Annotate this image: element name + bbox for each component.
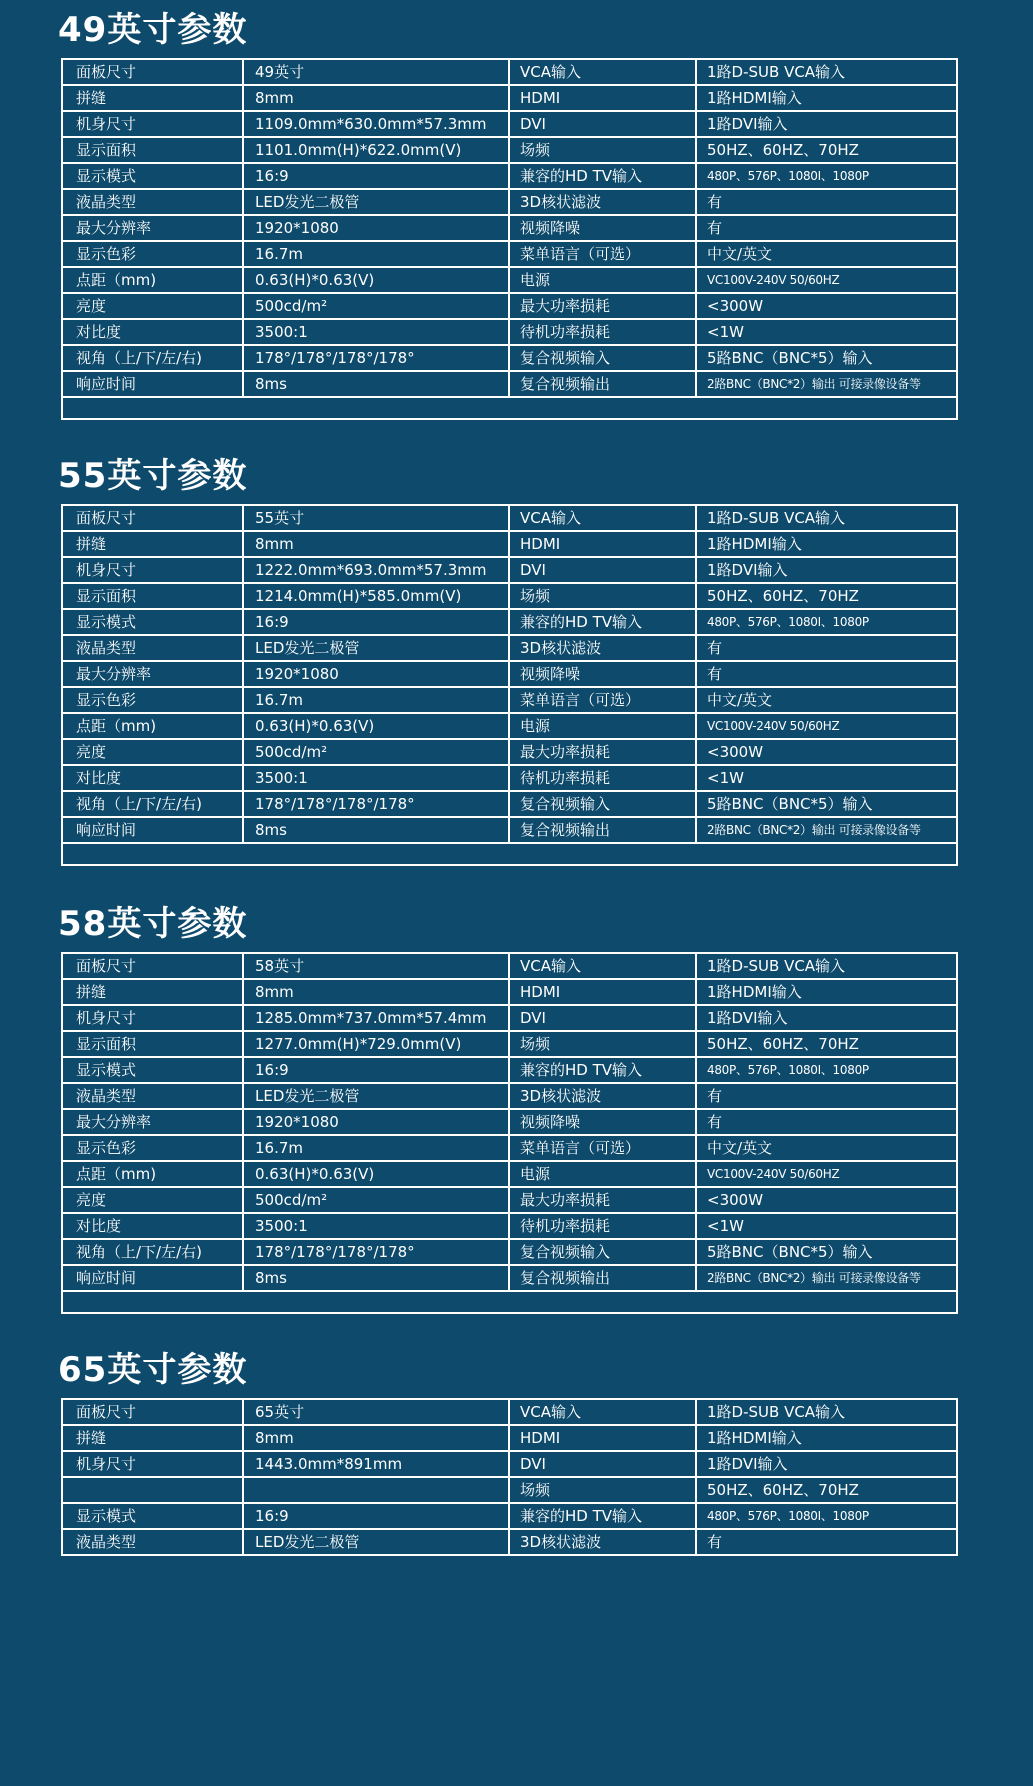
spec-value: 中文/英文	[707, 245, 773, 263]
spec-label: VCA输入	[510, 954, 697, 978]
spec-value: 1路D-SUB VCA输入	[707, 63, 846, 81]
section-title: 58英寸参数	[58, 904, 248, 944]
spec-value: 8mm	[244, 980, 510, 1004]
spec-value: <300W	[707, 297, 764, 315]
spec-value: VC100V-240V 50/60HZ	[707, 273, 840, 287]
spec-section	[0, 0, 1033, 446]
spec-label: 最大功率损耗	[510, 294, 697, 318]
spec-row	[63, 1110, 956, 1136]
spec-label: 复合视频输出	[510, 1266, 697, 1290]
spec-label: 拼缝	[63, 532, 244, 556]
spec-value: 50HZ、60HZ、70HZ	[707, 141, 859, 159]
spec-label: 电源	[510, 1162, 697, 1186]
spec-value: <1W	[707, 769, 744, 787]
spec-row	[63, 190, 956, 216]
spec-label: 兼容的HD TV输入	[510, 1504, 697, 1528]
spec-value: 49英寸	[244, 60, 510, 84]
spec-row	[63, 1188, 956, 1214]
spec-value: 50HZ、60HZ、70HZ	[707, 1035, 859, 1053]
spec-label: HDMI	[510, 980, 697, 1004]
spec-label: 亮度	[63, 294, 244, 318]
spec-value: LED发光二极管	[244, 190, 510, 214]
spec-label: 显示模式	[63, 610, 244, 634]
spec-label: 拼缝	[63, 86, 244, 110]
spec-label: 视角（上/下/左/右)	[63, 346, 244, 370]
spec-label: HDMI	[510, 532, 697, 556]
spec-label: 机身尺寸	[63, 1452, 244, 1476]
spec-label: 视频降噪	[510, 216, 697, 240]
spec-value: 65英寸	[244, 1400, 510, 1424]
spec-row	[63, 1162, 956, 1188]
spec-label: 液晶类型	[63, 1084, 244, 1108]
spec-value: 3500:1	[244, 1214, 510, 1238]
spec-value: 2路BNC（BNC*2）输出 可接录像设备等	[707, 377, 921, 391]
spec-label: 点距（mm)	[63, 268, 244, 292]
spec-value: 8mm	[244, 86, 510, 110]
spec-label: 显示面积	[63, 1032, 244, 1056]
spec-label: VCA输入	[510, 506, 697, 530]
spec-row	[63, 980, 956, 1006]
spec-value: 480P、576P、1080I、1080P	[707, 615, 869, 629]
spec-label: 显示色彩	[63, 1136, 244, 1160]
spec-row	[63, 346, 956, 372]
spec-value: 1920*1080	[244, 216, 510, 240]
spec-row	[63, 1136, 956, 1162]
spec-value: 1路DVI输入	[707, 561, 788, 579]
spec-value: 中文/英文	[707, 691, 773, 709]
spec-label: 复合视频输出	[510, 818, 697, 842]
spec-value: 1路DVI输入	[707, 1455, 788, 1473]
spec-label: 复合视频输入	[510, 792, 697, 816]
spec-label: 显示模式	[63, 1504, 244, 1528]
spec-row	[63, 766, 956, 792]
spec-label: 显示色彩	[63, 242, 244, 266]
spec-row	[63, 1530, 956, 1556]
spec-value: VC100V-240V 50/60HZ	[707, 1167, 840, 1181]
spec-row	[63, 818, 956, 844]
spec-label: 拼缝	[63, 980, 244, 1004]
spec-value: 178°/178°/178°/178°	[244, 1240, 510, 1264]
spec-label: 机身尺寸	[63, 1006, 244, 1030]
spec-value: 2路BNC（BNC*2）输出 可接录像设备等	[707, 1271, 921, 1285]
spec-value: 中文/英文	[707, 1139, 773, 1157]
spec-value: <300W	[707, 743, 764, 761]
spec-row	[63, 1452, 956, 1478]
spec-value: 8mm	[244, 532, 510, 556]
spec-table	[61, 1398, 958, 1556]
spec-label	[63, 1478, 244, 1502]
spec-row	[63, 1084, 956, 1110]
spec-label: 显示面积	[63, 138, 244, 162]
spec-value: 有	[707, 219, 723, 237]
spec-row	[63, 610, 956, 636]
spec-label: 待机功率损耗	[510, 320, 697, 344]
spec-section	[0, 1340, 1033, 1786]
spec-label: VCA输入	[510, 1400, 697, 1424]
spec-label: HDMI	[510, 86, 697, 110]
spec-value: 3500:1	[244, 766, 510, 790]
spec-label: 液晶类型	[63, 190, 244, 214]
spec-label: 响应时间	[63, 372, 244, 396]
spec-value: 500cd/m²	[244, 1188, 510, 1212]
spec-value: 有	[707, 1087, 723, 1105]
spec-value: 0.63(H)*0.63(V)	[244, 268, 510, 292]
spec-value: 1路DVI输入	[707, 115, 788, 133]
spec-label: 显示色彩	[63, 688, 244, 712]
spec-label: 菜单语言（可选）	[510, 688, 697, 712]
spec-label: 响应时间	[63, 818, 244, 842]
spec-label: 最大功率损耗	[510, 740, 697, 764]
spec-label: 对比度	[63, 320, 244, 344]
spec-row	[63, 268, 956, 294]
spec-label: 3D核状滤波	[510, 636, 697, 660]
spec-row	[63, 1400, 956, 1426]
spec-row	[63, 714, 956, 740]
spec-table	[61, 58, 958, 420]
spec-row	[63, 372, 956, 398]
spec-label: 显示模式	[63, 1058, 244, 1082]
spec-row	[63, 584, 956, 610]
spec-label: 3D核状滤波	[510, 190, 697, 214]
spec-value: 0.63(H)*0.63(V)	[244, 714, 510, 738]
spec-label: 最大功率损耗	[510, 1188, 697, 1212]
spec-value: 16.7m	[244, 1136, 510, 1160]
spec-row	[63, 138, 956, 164]
spec-value: 1路HDMI输入	[707, 1429, 802, 1447]
spec-label: 面板尺寸	[63, 1400, 244, 1424]
spec-label: 机身尺寸	[63, 112, 244, 136]
spec-label: 待机功率损耗	[510, 1214, 697, 1238]
spec-label: 3D核状滤波	[510, 1084, 697, 1108]
spec-table	[61, 952, 958, 1314]
spec-label: 最大分辨率	[63, 216, 244, 240]
spec-label: 菜单语言（可选）	[510, 242, 697, 266]
spec-table	[61, 504, 958, 866]
spec-label: 复合视频输入	[510, 346, 697, 370]
spec-label: 电源	[510, 268, 697, 292]
spec-row	[63, 1504, 956, 1530]
spec-value: 有	[707, 639, 723, 657]
spec-value: 1920*1080	[244, 662, 510, 686]
spec-value: 0.63(H)*0.63(V)	[244, 1162, 510, 1186]
spec-value: <1W	[707, 323, 744, 341]
spec-section	[0, 894, 1033, 1340]
spec-label: 面板尺寸	[63, 506, 244, 530]
spec-value: 1443.0mm*891mm	[244, 1452, 510, 1476]
spec-value: 16:9	[244, 610, 510, 634]
spec-row	[63, 60, 956, 86]
spec-value: <300W	[707, 1191, 764, 1209]
spec-label: 面板尺寸	[63, 954, 244, 978]
spec-value: LED发光二极管	[244, 1084, 510, 1108]
spec-value: <1W	[707, 1217, 744, 1235]
spec-row	[63, 216, 956, 242]
spec-row	[63, 1426, 956, 1452]
spec-value: 1109.0mm*630.0mm*57.3mm	[244, 112, 510, 136]
spec-label: 兼容的HD TV输入	[510, 164, 697, 188]
spec-label: 场频	[510, 584, 697, 608]
spec-value: 有	[707, 665, 723, 683]
spec-value: 2路BNC（BNC*2）输出 可接录像设备等	[707, 823, 921, 837]
spec-value: 5路BNC（BNC*5）输入	[707, 795, 873, 813]
spec-value: 500cd/m²	[244, 740, 510, 764]
spec-label: 显示面积	[63, 584, 244, 608]
spec-value: LED发光二极管	[244, 636, 510, 660]
spec-row	[63, 1032, 956, 1058]
spec-value: 1101.0mm(H)*622.0mm(V)	[244, 138, 510, 162]
spec-row	[63, 506, 956, 532]
spec-value: 500cd/m²	[244, 294, 510, 318]
spec-row	[63, 86, 956, 112]
spec-label: 点距（mm)	[63, 1162, 244, 1186]
spec-label: VCA输入	[510, 60, 697, 84]
spec-label: 液晶类型	[63, 636, 244, 660]
spec-label: 视角（上/下/左/右)	[63, 1240, 244, 1264]
spec-label: 菜单语言（可选）	[510, 1136, 697, 1160]
spec-label: 待机功率损耗	[510, 766, 697, 790]
spec-label: 面板尺寸	[63, 60, 244, 84]
spec-value: 1920*1080	[244, 1110, 510, 1134]
spec-value: 1路HDMI输入	[707, 89, 802, 107]
spec-value: 50HZ、60HZ、70HZ	[707, 587, 859, 605]
spec-label: 3D核状滤波	[510, 1530, 697, 1554]
spec-label: 场频	[510, 138, 697, 162]
spec-row	[63, 242, 956, 268]
spec-value: 5路BNC（BNC*5）输入	[707, 1243, 873, 1261]
spec-value: 1路D-SUB VCA输入	[707, 509, 846, 527]
spec-label: 对比度	[63, 766, 244, 790]
spec-value: 50HZ、60HZ、70HZ	[707, 1481, 859, 1499]
spec-row	[63, 1240, 956, 1266]
spec-value: 1214.0mm(H)*585.0mm(V)	[244, 584, 510, 608]
spec-value: 3500:1	[244, 320, 510, 344]
spec-row	[63, 1266, 956, 1292]
spec-label: 复合视频输入	[510, 1240, 697, 1264]
spec-value: 8ms	[244, 372, 510, 396]
spec-value: 1路HDMI输入	[707, 983, 802, 1001]
spec-value	[244, 1478, 510, 1502]
spec-row	[63, 792, 956, 818]
spec-label: 亮度	[63, 740, 244, 764]
section-title: 55英寸参数	[58, 456, 248, 496]
spec-value: 55英寸	[244, 506, 510, 530]
spec-row	[63, 164, 956, 190]
spec-value: 16:9	[244, 1504, 510, 1528]
spec-row	[63, 662, 956, 688]
spec-row	[63, 954, 956, 980]
spec-label: 对比度	[63, 1214, 244, 1238]
spec-label: DVI	[510, 558, 697, 582]
spec-value: 1277.0mm(H)*729.0mm(V)	[244, 1032, 510, 1056]
spec-section	[0, 446, 1033, 892]
spec-label: DVI	[510, 112, 697, 136]
spec-label: 场频	[510, 1032, 697, 1056]
spec-value: 1路D-SUB VCA输入	[707, 1403, 846, 1421]
spec-value: 480P、576P、1080I、1080P	[707, 1509, 869, 1523]
spec-label: 最大分辨率	[63, 662, 244, 686]
spec-label: 最大分辨率	[63, 1110, 244, 1134]
spec-row	[63, 1214, 956, 1240]
spec-label: 场频	[510, 1478, 697, 1502]
section-title: 65英寸参数	[58, 1350, 248, 1390]
spec-label: 点距（mm)	[63, 714, 244, 738]
spec-label: DVI	[510, 1452, 697, 1476]
spec-label: 机身尺寸	[63, 558, 244, 582]
spec-label: 兼容的HD TV输入	[510, 610, 697, 634]
spec-row	[63, 320, 956, 346]
spec-value: 16:9	[244, 164, 510, 188]
spec-label: DVI	[510, 1006, 697, 1030]
spec-label: 兼容的HD TV输入	[510, 1058, 697, 1082]
spec-value: LED发光二极管	[244, 1530, 510, 1554]
spec-value: 有	[707, 1113, 723, 1131]
spec-value: 有	[707, 193, 723, 211]
spec-value: 1222.0mm*693.0mm*57.3mm	[244, 558, 510, 582]
spec-label: 拼缝	[63, 1426, 244, 1450]
spec-value: 16.7m	[244, 242, 510, 266]
spec-label: 亮度	[63, 1188, 244, 1212]
spec-value: 1路DVI输入	[707, 1009, 788, 1027]
spec-row	[63, 1006, 956, 1032]
spec-value: 16:9	[244, 1058, 510, 1082]
spec-value: 58英寸	[244, 954, 510, 978]
spec-label: 视频降噪	[510, 662, 697, 686]
spec-value: 有	[707, 1533, 723, 1551]
spec-value: VC100V-240V 50/60HZ	[707, 719, 840, 733]
spec-label: 响应时间	[63, 1266, 244, 1290]
spec-row	[63, 636, 956, 662]
section-title: 49英寸参数	[58, 10, 248, 50]
spec-row	[63, 112, 956, 138]
spec-value: 16.7m	[244, 688, 510, 712]
spec-value: 1路HDMI输入	[707, 535, 802, 553]
spec-value: 480P、576P、1080I、1080P	[707, 169, 869, 183]
spec-label: 视角（上/下/左/右)	[63, 792, 244, 816]
spec-label: 电源	[510, 714, 697, 738]
spec-label: 视频降噪	[510, 1110, 697, 1134]
spec-value: 1路D-SUB VCA输入	[707, 957, 846, 975]
spec-value: 5路BNC（BNC*5）输入	[707, 349, 873, 367]
spec-row	[63, 688, 956, 714]
spec-value: 178°/178°/178°/178°	[244, 346, 510, 370]
spec-value: 8ms	[244, 1266, 510, 1290]
spec-value: 8ms	[244, 818, 510, 842]
spec-label: 显示模式	[63, 164, 244, 188]
spec-row	[63, 294, 956, 320]
spec-row	[63, 532, 956, 558]
spec-label: 液晶类型	[63, 1530, 244, 1554]
spec-row	[63, 740, 956, 766]
spec-row	[63, 1058, 956, 1084]
spec-label: 复合视频输出	[510, 372, 697, 396]
spec-row	[63, 558, 956, 584]
spec-value: 178°/178°/178°/178°	[244, 792, 510, 816]
spec-value: 8mm	[244, 1426, 510, 1450]
spec-label: HDMI	[510, 1426, 697, 1450]
spec-row	[63, 1478, 956, 1504]
spec-value: 1285.0mm*737.0mm*57.4mm	[244, 1006, 510, 1030]
spec-value: 480P、576P、1080I、1080P	[707, 1063, 869, 1077]
